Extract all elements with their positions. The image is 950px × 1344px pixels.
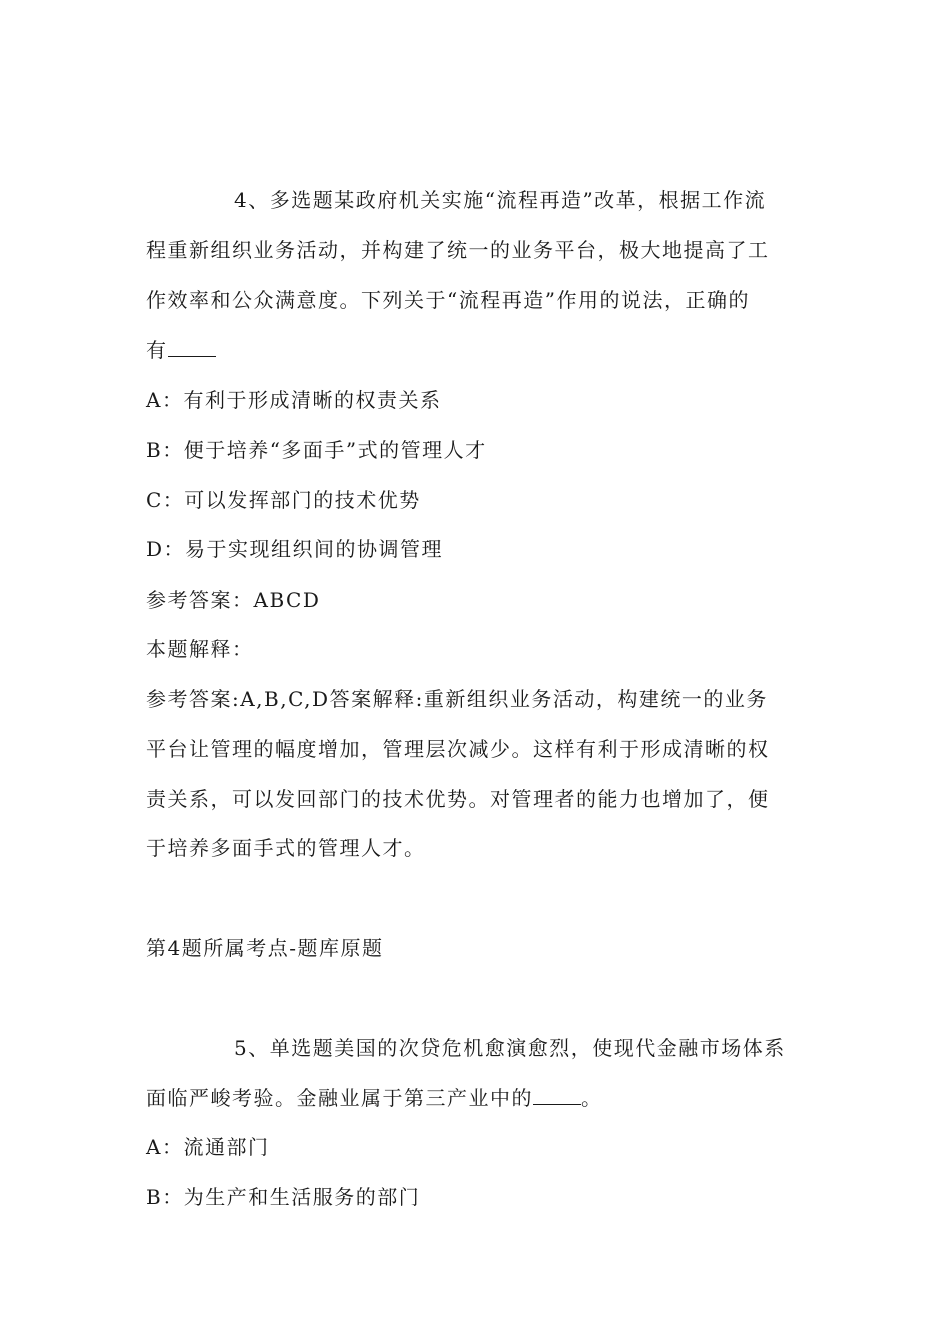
q4-option-d: D：易于实现组织间的协调管理 <box>146 537 444 561</box>
q4-answer-blank <box>168 338 216 357</box>
q4-option-b: B：便于培养“多面手”式的管理人才 <box>146 438 487 462</box>
q5-option-a: A：流通部门 <box>146 1135 270 1159</box>
q4-stem-line-4-text: 有 <box>146 338 168 362</box>
q4-explanation-title: 本题解释： <box>146 637 254 661</box>
q4-stem-line-4 <box>146 336 216 364</box>
q4-stem-line-2: 程重新组织业务活动，并构建了统一的业务平台，极大地提高了工 <box>146 238 770 262</box>
q4-stem-line-1: 4、多选题某政府机关实施“流程再造”改革，根据工作流 <box>234 188 767 212</box>
q4-explanation-line-3: 责关系，可以发回部门的技术优势。对管理者的能力也增加了，便 <box>146 787 770 811</box>
q5-stem-line-2-end: 。 <box>581 1086 603 1110</box>
q4-option-a: A：有利于形成清晰的权责关系 <box>146 388 442 412</box>
q4-explanation-line-1: 参考答案:A,B,C,D答案解释:重新组织业务活动，构建统一的业务 <box>146 687 768 711</box>
q5-option-b: B：为生产和生活服务的部门 <box>146 1185 421 1209</box>
q4-topic: 第4题所属考点-题库原题 <box>146 936 384 960</box>
q5-stem-line-2 <box>146 1084 603 1112</box>
q4-explanation-line-4: 于培养多面手式的管理人才。 <box>146 836 426 860</box>
q4-option-c: C：可以发挥部门的技术优势 <box>146 488 421 512</box>
q4-stem-line-3: 作效率和公众满意度。下列关于“流程再造”作用的说法，正确的 <box>146 288 750 312</box>
q5-answer-blank <box>533 1086 581 1105</box>
q5-stem-line-1: 5、单选题美国的次贷危机愈演愈烈，使现代金融市场体系 <box>234 1036 786 1060</box>
q4-answer: 参考答案：ABCD <box>146 588 321 612</box>
q5-stem-line-2-text: 面临严峻考验。金融业属于第三产业中的 <box>146 1086 533 1110</box>
q4-explanation-line-2: 平台让管理的幅度增加，管理层次减少。这样有利于形成清晰的权 <box>146 737 770 761</box>
